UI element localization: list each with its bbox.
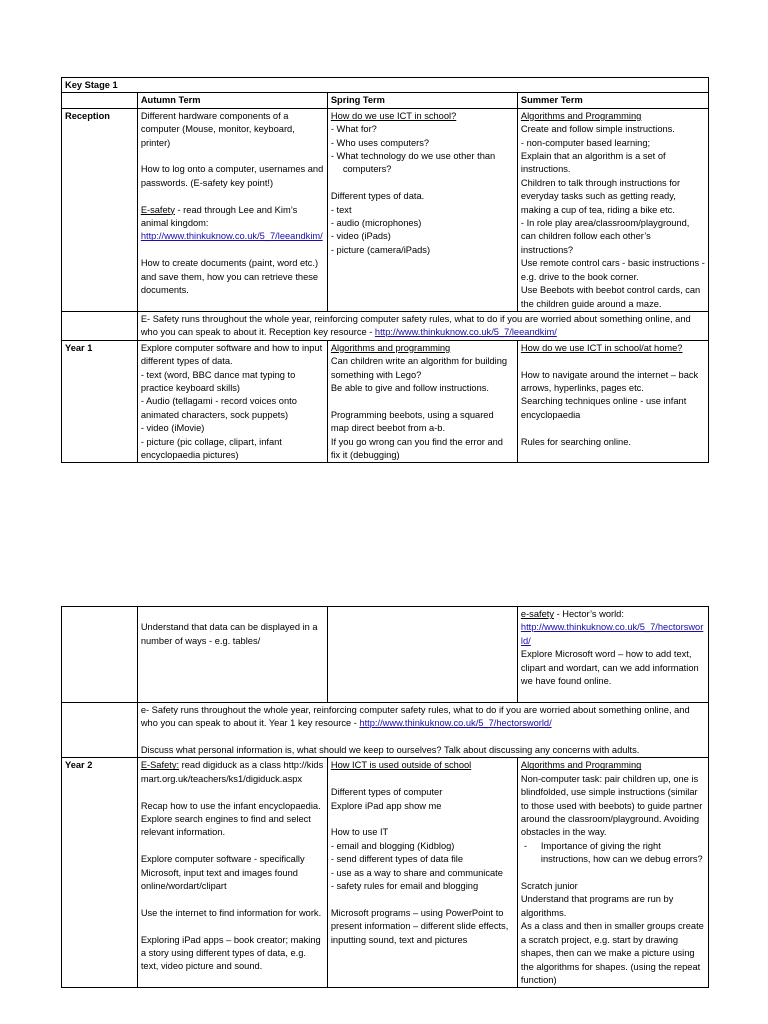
text-line: Explore iPad app show me	[330, 800, 442, 811]
text-line: Microsoft programs – using PowerPoint to present information – different slide effects, inputting sound, text and pictures	[330, 907, 509, 945]
text-line	[521, 355, 705, 368]
row-label-reception: Reception	[62, 108, 138, 311]
bullet-item	[521, 840, 705, 867]
text-line: - picture (pic collage, clipart, infant encyclopaedia pictures)	[140, 436, 282, 460]
thinkuknow-link[interactable]: http://www.thinkuknow.co.uk/5_7/leeandkim/	[140, 231, 323, 242]
text-line: - picture (camera/iPads)	[330, 244, 431, 255]
text-line	[331, 773, 514, 786]
text-line	[141, 840, 324, 853]
cell-heading: How do we use ICT in school/at home?	[520, 342, 683, 353]
text-line: - send different types of data file	[330, 854, 463, 865]
text-line: - safety rules for email and blogging	[330, 881, 479, 892]
empty-cell	[62, 702, 138, 758]
text-line: Searching techniques online - use infant encyclopaedia	[520, 396, 687, 420]
text-line: - non-computer based learning;	[520, 137, 651, 148]
year1-spring	[327, 340, 517, 463]
esafety-paragraph	[141, 759, 324, 786]
text-line: Scratch junior	[520, 881, 578, 892]
text-line	[331, 893, 514, 906]
text-line: - audio (microphones)	[330, 218, 422, 229]
year1-row	[62, 340, 709, 463]
cell-heading: Algorithms and Programming	[520, 760, 642, 771]
text-line: How to create documents (paint, word etc.) and save them, how you can retrieve these documents.	[140, 258, 319, 296]
esafety-label: e-safety	[520, 609, 554, 619]
esafety-label: E-Safety:	[140, 760, 180, 771]
text-line: Non-computer task: pair children up, one is blindfolded, use simple instructions (similar to those used with beebots) to guide partner around the classroom/playground. Avoiding obstacles in the way.	[520, 773, 703, 838]
text-line	[141, 608, 324, 621]
esafety-note-text: E- Safety runs throughout the whole year, reinforcing computer safety rules, what to do if you are worried about something online, and who you can speak to about it. Reception key resource -	[140, 313, 691, 338]
text-line: - What for?	[330, 124, 377, 135]
text-line: Use Beebots with beebot control cards, can the children guide around a maze.	[520, 285, 701, 309]
text-line: Different types of data.	[330, 191, 425, 202]
key-stage-title: Key Stage 1	[62, 78, 709, 93]
year2-row	[62, 758, 709, 988]
text-line	[141, 190, 324, 203]
year1-cont-autumn	[137, 607, 327, 703]
text-line	[331, 813, 514, 826]
reception-autumn	[137, 108, 327, 311]
esafety-paragraph	[521, 608, 705, 648]
bullet-dash: -	[523, 840, 528, 851]
reception-esafety-note	[137, 311, 708, 340]
text-line: Programming beebots, using a squared map direct beebot from a-b.	[330, 409, 494, 434]
cell-heading: Algorithms and programming	[330, 342, 451, 353]
esafety-resource-link[interactable]: http://www.thinkuknow.co.uk/5_7/leeandkim/	[374, 327, 557, 338]
empty-cell	[62, 311, 138, 340]
year1-cont-summer	[517, 607, 708, 703]
year1-cont-spring	[327, 607, 517, 703]
text-line: If you go wrong can you find the error and fix it (debugging)	[330, 436, 503, 460]
text-line: Rules for searching online.	[520, 436, 631, 447]
text-line	[331, 177, 514, 190]
esafety-label: E-safety	[140, 204, 175, 215]
ks1-table-page-1	[61, 77, 709, 463]
text-line: Explore Microsoft word – how to add text, clipart and wordart, can we add information we have found online.	[520, 649, 699, 687]
text-line	[521, 867, 705, 880]
title-row	[62, 78, 709, 93]
esafety-note-text: e- Safety runs throughout the whole year, reinforcing computer safety rules, what to do if you are worried about something online, and who you can speak to about it. Year 1 key resource -	[140, 704, 690, 729]
text-line: - video (iPads)	[330, 231, 391, 242]
text-line: - Audio (tellagami - record voices onto animated characters, sock puppets)	[140, 396, 297, 420]
ks1-table-page-2	[61, 606, 709, 988]
text-line: Explore search engines to find and select relevant information.	[140, 814, 311, 838]
text-line: - What technology do we use other than computers?	[330, 151, 496, 175]
header-empty	[62, 93, 138, 108]
reception-spring	[327, 108, 517, 311]
discuss-text: Discuss what personal information is, what should we keep to ourselves? Talk about discussing any concerns with adults.	[140, 745, 640, 756]
text-line: Explore computer software and how to input different types of data.	[140, 342, 323, 367]
text-line	[521, 422, 705, 435]
year1-esafety-row	[62, 702, 709, 758]
text-line: Can children write an algorithm for building something with Lego?	[330, 356, 508, 380]
text-line: How to use IT	[330, 827, 389, 838]
text-line: Different types of computer	[330, 787, 443, 798]
text-line: Recap how to use the infant encyclopaedia.	[140, 800, 321, 811]
reception-esafety-row	[62, 311, 709, 340]
text-line: Create and follow simple instructions.	[520, 124, 675, 135]
text-line: Different hardware components of a computer (Mouse, monitor, keyboard, printer)	[140, 110, 295, 148]
text-line: Explore computer software - specifically Microsoft, input text and images found online/wordart/clipart	[140, 854, 305, 892]
text-line	[141, 786, 324, 799]
text-line: How to navigate around the internet – back arrows, hyperlinks, pages etc.	[520, 369, 699, 393]
text-line: How to log onto a computer, usernames and passwords. (E-safety key point!)	[140, 164, 324, 188]
header-spring: Spring Term	[327, 93, 517, 108]
year1-autumn	[137, 340, 327, 463]
esafety-text: - read through Lee and Kim’s animal kingdom:	[140, 204, 298, 229]
esafety-text: read digiduck as a class http://kidsmart.org.uk/teachers/ks1/digiduck.aspx	[140, 760, 324, 784]
row-label-year1: Year 1	[62, 340, 138, 463]
spacer	[521, 688, 705, 701]
esafety-paragraph	[141, 204, 324, 244]
year2-autumn	[137, 758, 327, 988]
text-line: - text (word, BBC dance mat typing to practice keyboard skills)	[140, 369, 296, 393]
text-line	[141, 893, 324, 906]
row-label-year2: Year 2	[62, 758, 138, 988]
spacer	[141, 731, 705, 744]
text-line: Children to talk through instructions for everyday tasks such as getting ready, making a cup of tea, riding a bike etc.	[520, 177, 681, 215]
year2-spring	[327, 758, 517, 988]
cell-heading: How ICT is used outside of school	[330, 760, 472, 771]
text-line: - Who uses computers?	[330, 137, 430, 148]
cell-heading: How do we use ICT in school?	[330, 110, 457, 121]
year1-summer	[517, 340, 708, 463]
esafety-resource-link[interactable]: http://www.thinkuknow.co.uk/5_7/hectorsworld/	[359, 718, 552, 729]
text-line: Understand that data can be displayed in a number of ways - e.g. tables/	[140, 622, 318, 646]
esafety-text: - Hector’s world:	[553, 609, 624, 619]
text-line: - email and blogging (Kidblog)	[330, 840, 455, 851]
text-line: Use remote control cars - basic instructions - e.g. drive to the book corner.	[520, 258, 705, 282]
text-line: Understand that programs are run by algorithms.	[520, 894, 674, 918]
cell-heading: Algorithms and Programming	[520, 110, 642, 121]
year1-continued-row	[62, 607, 709, 703]
empty-cell	[62, 607, 138, 703]
text-line	[141, 244, 324, 257]
header-summer: Summer Term	[517, 93, 708, 108]
reception-summer	[517, 108, 708, 311]
text-line: As a class and then in smaller groups create a scratch project, e.g. start by drawing shapes, then can we make a picture using the algorithms for shapes. (using the repeat function)	[520, 921, 704, 985]
text-line	[141, 150, 324, 163]
header-autumn: Autumn Term	[137, 93, 327, 108]
hectorsworld-link[interactable]: http://www.thinkuknow.co.uk/5_7/hectorsworld/	[520, 622, 704, 646]
reception-row	[62, 108, 709, 311]
text-line: Explain that an algorithm is a set of instructions.	[520, 151, 666, 175]
text-line: Exploring iPad apps – book creator; making a story using different types of data, e.g. text, video picture and sound.	[140, 934, 321, 972]
text-line	[331, 395, 514, 408]
text-line: - use as a way to share and communicate	[330, 867, 503, 878]
bullet-text: Importance of giving the right instructions, how can we debug errors?	[540, 840, 703, 865]
text-line: Be able to give and follow instructions.	[330, 382, 489, 393]
year1-esafety-note	[137, 702, 708, 758]
year2-summer	[517, 758, 708, 988]
text-line: Use the internet to find information for work.	[140, 907, 322, 918]
text-line	[141, 920, 324, 933]
text-line: - In role play area/classroom/playground, can children follow each other’s instructions?	[520, 218, 690, 255]
text-line: - video (iMovie)	[140, 423, 205, 434]
text-line: - text	[330, 204, 352, 215]
header-row	[62, 93, 709, 108]
esafety-note-line	[141, 704, 705, 731]
